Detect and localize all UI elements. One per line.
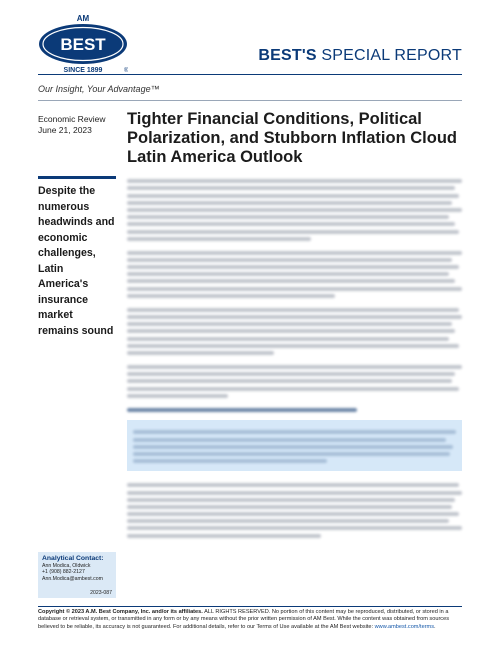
copyright-holder: Copyright © 2023 A.M. Best Company, Inc. and/or its affiliates. bbox=[38, 609, 203, 615]
header-divider bbox=[38, 74, 462, 75]
report-date: June 21, 2023 bbox=[38, 125, 92, 135]
copyright-end: . bbox=[434, 623, 436, 630]
pull-quote bbox=[38, 176, 116, 339]
paragraph-blurred bbox=[127, 179, 462, 241]
page-header bbox=[0, 0, 500, 80]
highlight-box-blurred bbox=[127, 420, 462, 471]
contact-email[interactable]: Ann.Modica@ambest.com bbox=[42, 575, 103, 582]
paragraph-blurred bbox=[127, 251, 462, 298]
report-number: 2023-087 bbox=[90, 590, 112, 596]
report-category: Economic Review bbox=[38, 114, 106, 124]
copyright-text: ALL RIGHTS RESERVED. No portion of this content may be reproduced, distributed, or stored in a database or retrieval system, or transmitted in any form or by any means without the prior written permission of AM Best. While the content was obtained from sources believed to be reliable, its accuracy is not guaranteed. For additional details, refer to our Terms of Use available at the AM Best website: bbox=[38, 609, 450, 630]
report-type-title bbox=[258, 47, 462, 65]
paragraph-blurred bbox=[127, 365, 462, 398]
svg-text:BEST: BEST bbox=[60, 35, 106, 54]
pull-quote-text: Despite the numerous headwinds and economic challenges, Latin America's insurance market remains sound bbox=[38, 185, 115, 337]
svg-text:®: ® bbox=[124, 68, 128, 74]
page-title: Tighter Financial Conditions, Political Polarization, and Stubborn Inflation Cloud Latin America Outlook bbox=[127, 110, 457, 166]
contact-phone: +1 (908) 882-2127 bbox=[42, 569, 85, 576]
contact-title: Analytical Contact: bbox=[42, 555, 104, 562]
tagline-divider bbox=[38, 100, 462, 101]
report-title-rest: SPECIAL REPORT bbox=[316, 47, 462, 64]
analytical-contact-box bbox=[38, 552, 116, 598]
terms-link[interactable]: www.ambest.com/terms bbox=[374, 623, 435, 630]
paragraph-blurred bbox=[127, 308, 462, 355]
am-best-logo bbox=[38, 12, 128, 74]
section-subheading-blurred bbox=[127, 408, 357, 413]
svg-text:AM: AM bbox=[76, 14, 90, 23]
report-meta bbox=[38, 114, 106, 136]
contact-name: Ann Modica, Oldwick bbox=[42, 563, 91, 569]
article-body-blurred bbox=[127, 176, 462, 548]
report-title-bold: BEST'S bbox=[258, 47, 317, 64]
footer-divider bbox=[38, 606, 462, 607]
copyright-footer bbox=[38, 609, 462, 631]
svg-text:SINCE 1899: SINCE 1899 bbox=[63, 67, 103, 74]
tagline: Our Insight, Your Advantage™ bbox=[38, 84, 160, 94]
paragraph-blurred bbox=[127, 483, 462, 537]
